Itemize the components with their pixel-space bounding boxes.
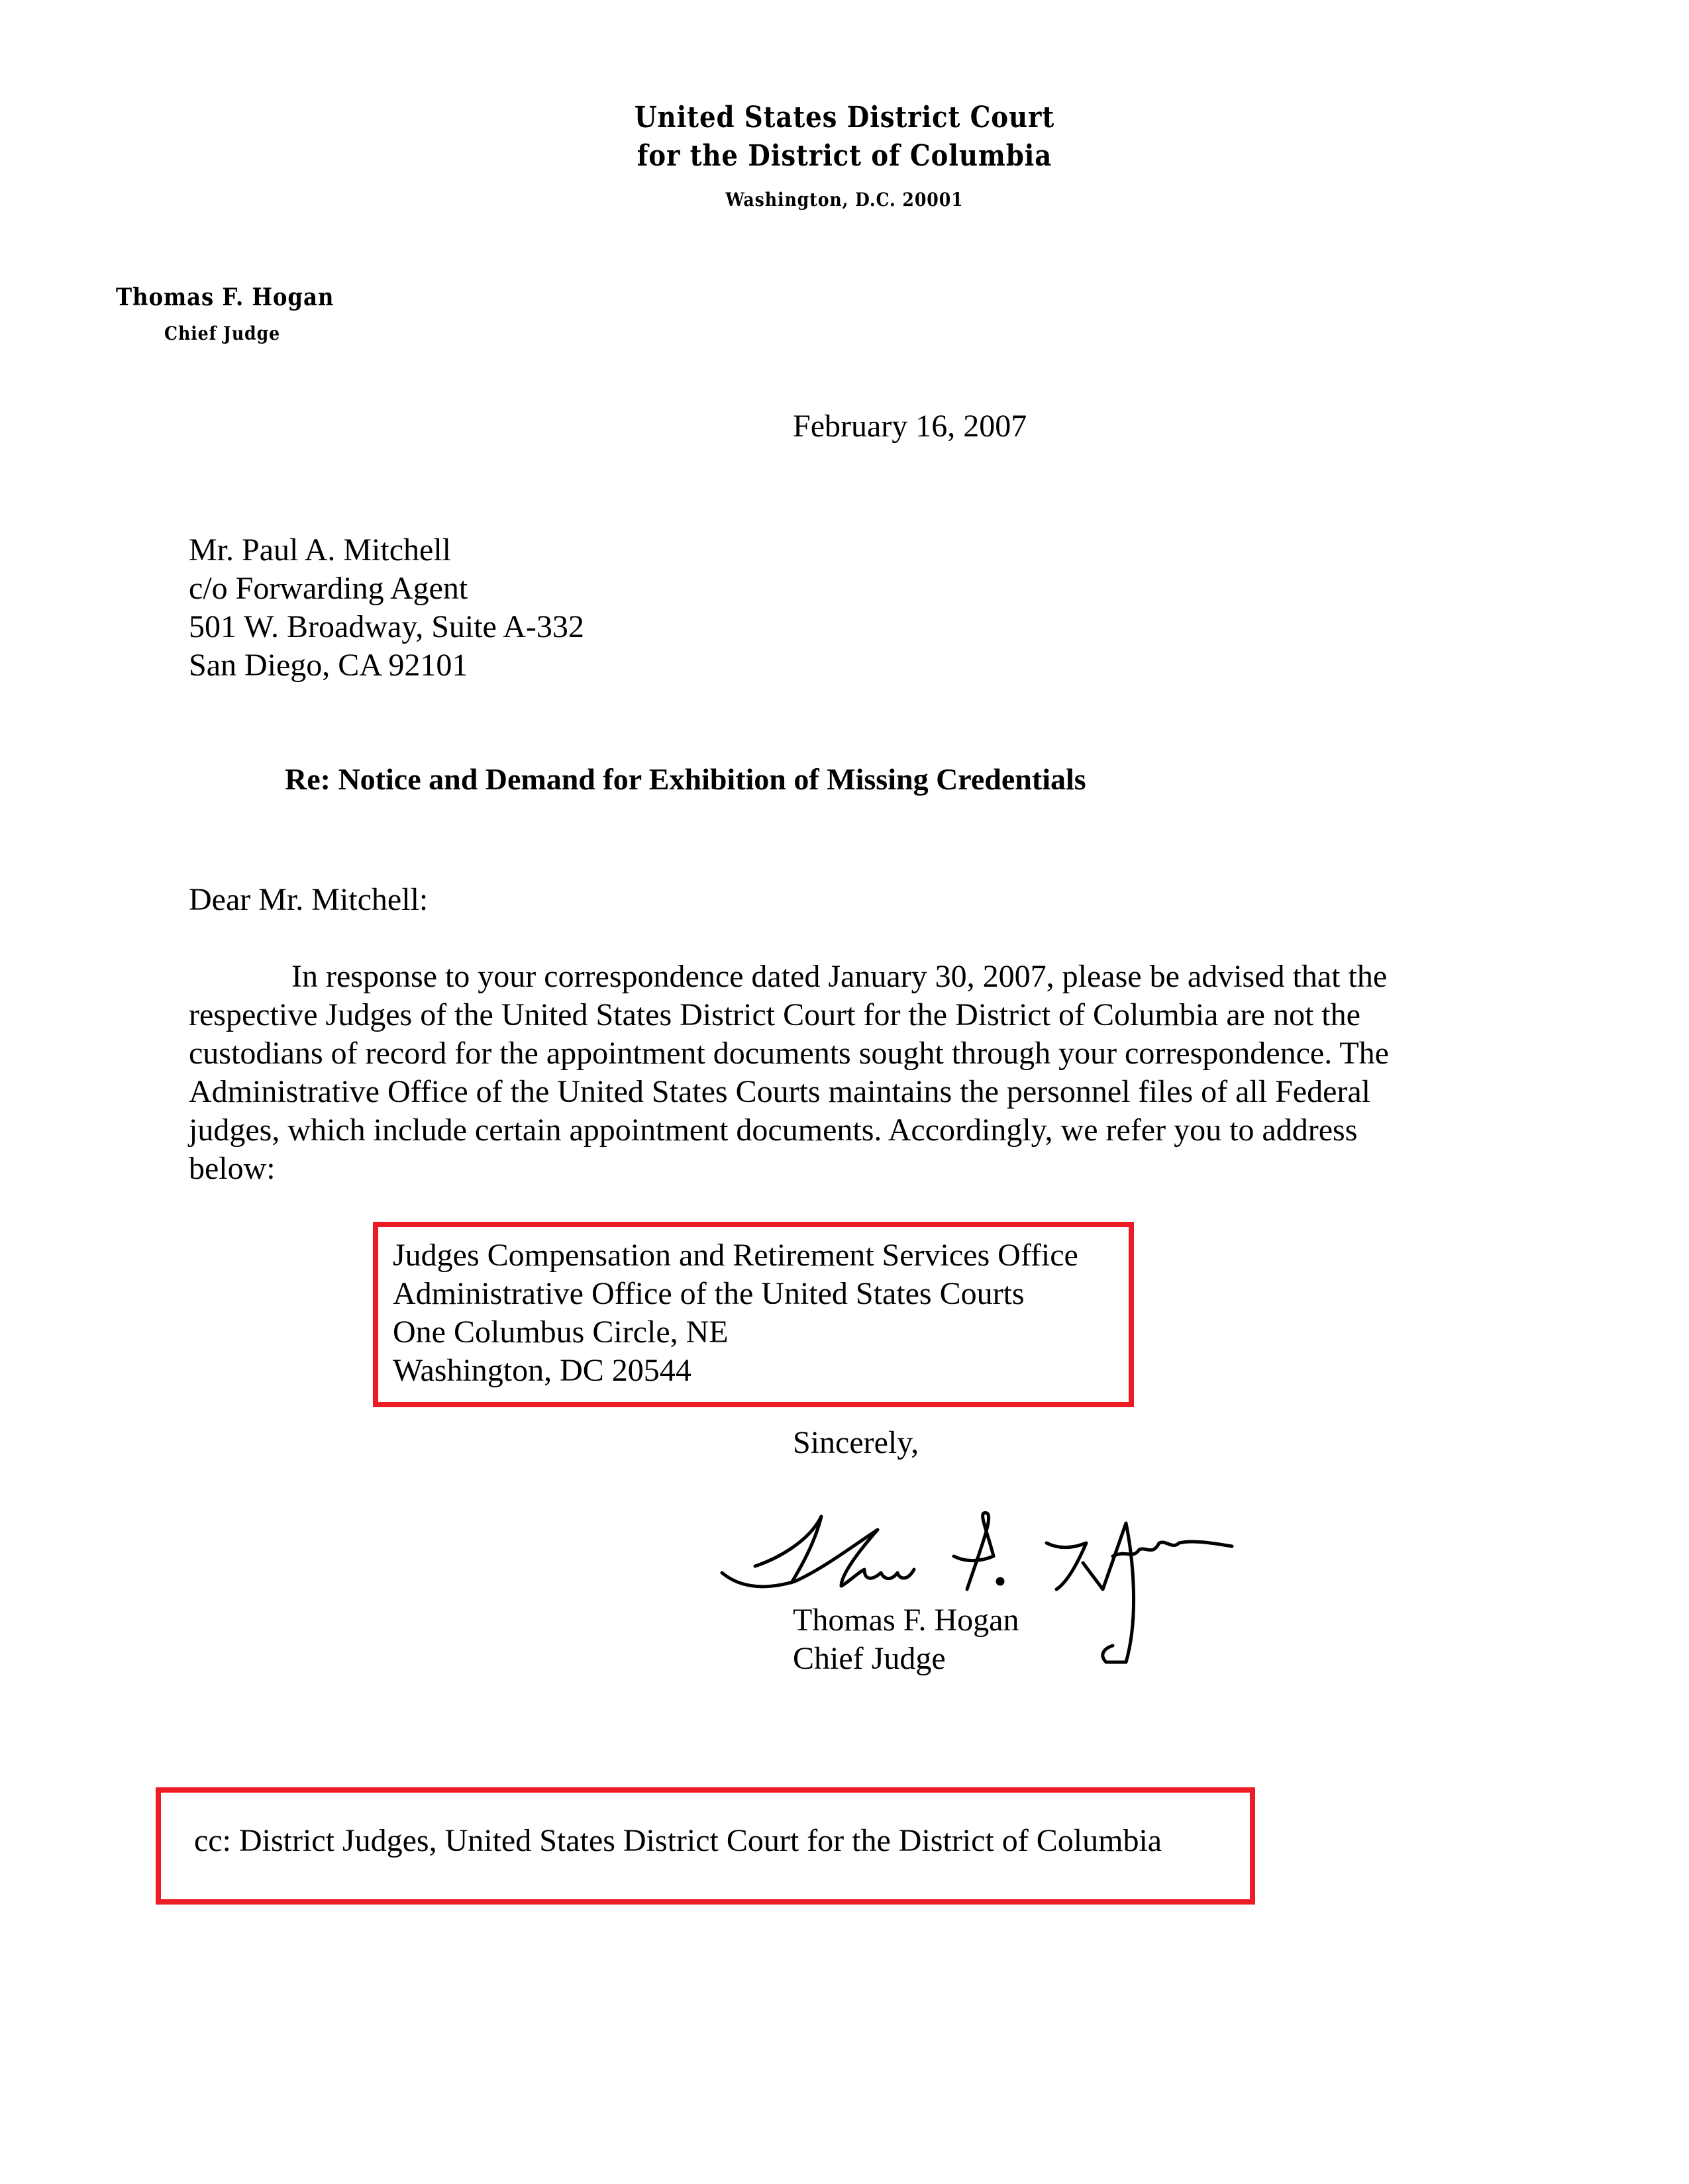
recipient-line: Mr. Paul A. Mitchell xyxy=(189,532,451,568)
signature-stroke xyxy=(954,1513,994,1589)
cc-line: cc: District Judges, United States District Court for the District of Columbia xyxy=(194,1823,1162,1858)
salutation: Dear Mr. Mitchell: xyxy=(189,882,429,917)
body-line: In response to your correspondence dated January 30, 2007, please be advised that the xyxy=(291,959,1388,994)
letterhead-judge-title: Chief Judge xyxy=(164,323,281,344)
cc-box xyxy=(156,1787,1255,1905)
referral-address-line: Administrative Office of the United States Courts xyxy=(393,1276,1025,1311)
body-line: respective Judges of the United States District Court for the District of Columbia are not the xyxy=(189,997,1360,1032)
signer-name: Thomas F. Hogan xyxy=(793,1603,1019,1638)
recipient-line: 501 W. Broadway, Suite A-332 xyxy=(189,609,584,644)
closing: Sincerely, xyxy=(793,1425,919,1460)
court-city-line: Washington, D.C. 20001 xyxy=(725,189,964,211)
referral-address-line: One Columbus Circle, NE xyxy=(393,1315,729,1350)
signer-block xyxy=(793,1601,1019,1678)
signer-title: Chief Judge xyxy=(793,1641,946,1676)
body-line: judges, which include certain appointment documents. Accordingly, we refer you to address xyxy=(189,1113,1358,1148)
subject-line: Re: Notice and Demand for Exhibition of Missing Credentials xyxy=(285,762,1086,796)
referral-address-line: Judges Compensation and Retirement Services Office xyxy=(393,1238,1078,1273)
letterhead-judge-name: Thomas F. Hogan xyxy=(116,283,334,311)
body-line: Administrative Office of the United States Courts maintains the personnel files of all Federal xyxy=(189,1074,1371,1109)
court-name-line1: United States District Court xyxy=(634,101,1055,134)
body-line: below: xyxy=(189,1151,276,1186)
recipient-line: c/o Forwarding Agent xyxy=(189,571,468,606)
signature-stroke xyxy=(722,1530,914,1587)
recipient-line: San Diego, CA 92101 xyxy=(189,648,468,683)
body-line: custodians of record for the appointment documents sought through your correspondence. The xyxy=(189,1036,1389,1071)
signature-stroke xyxy=(1047,1543,1086,1589)
signature-stroke xyxy=(1083,1523,1134,1662)
referral-address-box xyxy=(373,1222,1134,1407)
court-name-line2: for the District of Columbia xyxy=(637,139,1052,173)
referral-address xyxy=(393,1236,1078,1390)
recipient-address xyxy=(189,531,584,685)
referral-address-line: Washington, DC 20544 xyxy=(393,1353,691,1388)
letter-date: February 16, 2007 xyxy=(793,409,1027,444)
signature-stroke xyxy=(998,1579,1003,1584)
